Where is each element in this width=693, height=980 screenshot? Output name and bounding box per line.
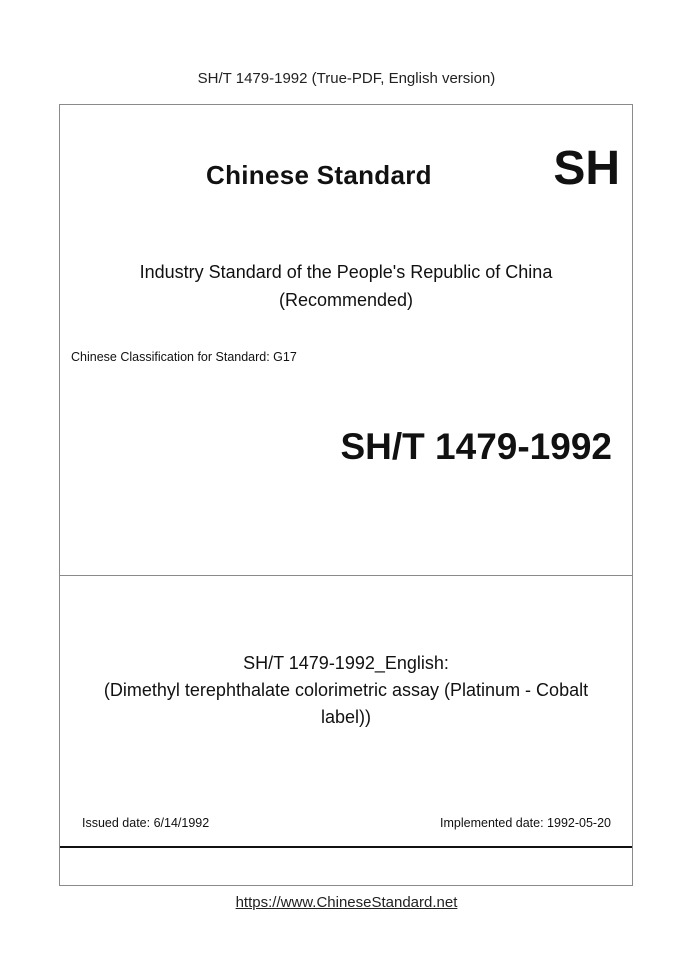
title-line-1: SH/T 1479-1992_English: xyxy=(243,653,449,673)
industry-standard-text xyxy=(60,258,632,314)
industry-line-2: (Recommended) xyxy=(278,290,414,310)
classification-text: Chinese Classification for Standard: G17 xyxy=(71,350,297,364)
title-section xyxy=(60,576,632,848)
sh-mark: SH xyxy=(553,142,620,195)
standard-code: SH/T 1479-1992 xyxy=(340,426,612,467)
cover-frame xyxy=(59,104,633,886)
document-header: SH/T 1479-1992 (True-PDF, English version) xyxy=(197,70,496,87)
issued-date: Issued date: 6/14/1992 xyxy=(82,816,210,830)
title-line-3: label)) xyxy=(320,707,372,727)
document-title xyxy=(60,650,632,731)
title-line-2: (Dimethyl terephthalate colorimetric assay (Platinum - Cobalt xyxy=(103,680,589,700)
industry-line-1: Industry Standard of the People's Republic of China xyxy=(139,262,553,282)
implemented-date: Implemented date: 1992-05-20 xyxy=(440,816,611,830)
chinese-standard-heading: Chinese Standard xyxy=(206,160,432,190)
footer-link[interactable]: https://www.ChineseStandard.net xyxy=(235,894,458,911)
cover-top-section xyxy=(60,105,632,576)
